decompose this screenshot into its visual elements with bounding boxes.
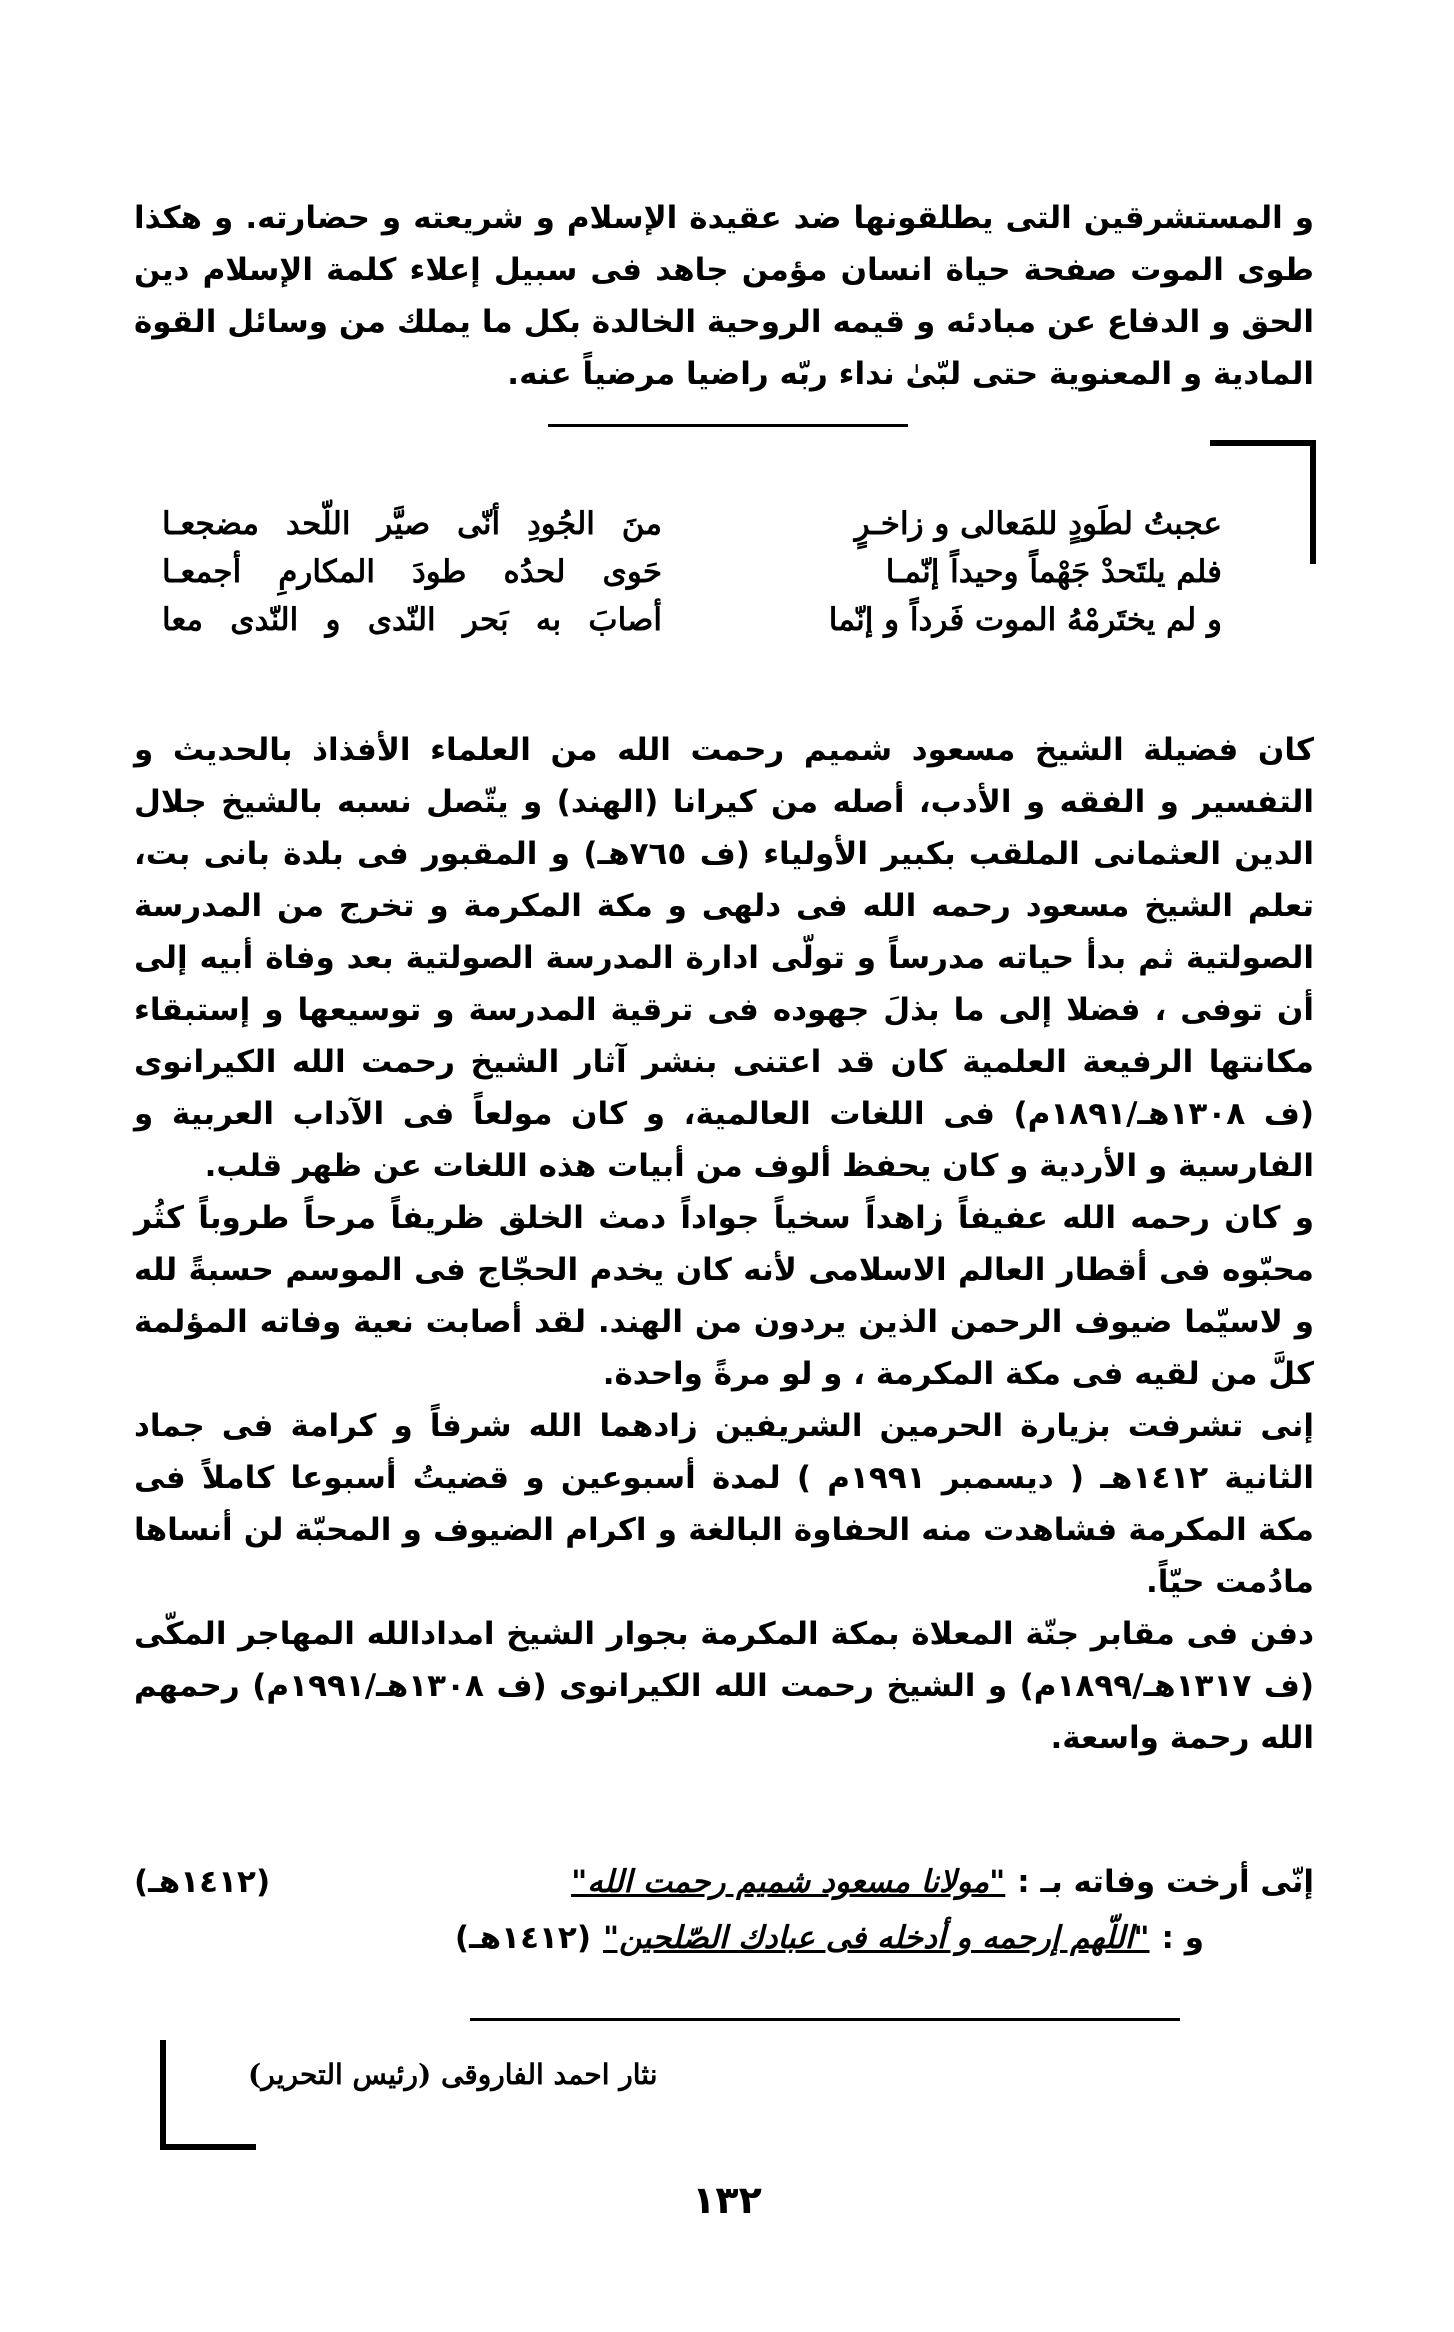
verse-first-hemistich: فلم يلتَحدْ جَهْماً وحيداً إنّمـا — [885, 554, 1222, 590]
verse-second-hemistich: منَ الجُودِ أنّى صيَّر اللّحد مضجعـا — [162, 506, 662, 542]
chronogram-block — [134, 1864, 1314, 1976]
chronogram-line — [134, 1920, 1314, 1976]
section-divider — [548, 424, 908, 427]
corner-bracket-bottom — [160, 2040, 256, 2150]
page-number: ١٣٢ — [692, 2178, 762, 2222]
chronogram-prefix: و : — [1161, 1920, 1204, 1956]
poem-verse — [162, 596, 1222, 644]
chronogram-year: (١٤١٢هـ) — [454, 1920, 592, 1956]
chronogram-underline — [470, 2018, 1180, 2021]
poem-verse — [162, 500, 1222, 548]
chronogram-phrase: "مولانا مسعود شميم رحمت الله" — [571, 1864, 1006, 1900]
biography-paragraph: كان فضيلة الشيخ مسعود شميم رحمت الله من العلماء الأفذاذ بالحديث و التفسير و الفقه و الأدب، أصله من كيرانا (الهند) و يتّصل نسبه بالشيخ جلال الدين العثمانى الملقب بكبير الأولياء (ف ٧٦٥هـ) و المقبور فى بلدة بانى بت، تعلم الشيخ مسعود رحمه الله فى دلهى و مكة المكرمة و تخرج من المدرسة الصولتية ثم بدأ حياته مدرساً و تولّى ادارة المدرسة الصولتية بعد وفاة أبيه إلى أن توفى ، فضلا إلى ما بذلَ جهوده فى ترقية المدرسة و توسيعها و إستبقاء مكانتها الرفيعة العلمية كان قد اعتنى بنشر آثار الشيخ رحمت الله الكيرانوى (ف ١٣٠٨هـ/١٨٩١م) فى اللغات العالمية، و كان مولعاً فى الآداب العربية و الفارسية و الأردية و كان يحفظ ألوف من أبيات هذه اللغات عن ظهر قلب. — [134, 732, 1314, 1184]
elegy-poem — [162, 500, 1222, 644]
verse-first-hemistich: و لم يختَرمْهُ الموت فَرداً و إنّما — [828, 602, 1222, 638]
verse-first-hemistich: عجبتُ لطَودٍ للمَعالى و زاخـرٍ — [854, 506, 1222, 542]
poem-verse — [162, 548, 1222, 596]
verse-second-hemistich: أصابَ به بَحر النّدى و النّدى معا — [162, 602, 662, 638]
verse-second-hemistich: حَوى لحدُه طودَ المكارمِ أجمعـا — [162, 554, 662, 590]
chronogram-line — [134, 1864, 1314, 1920]
biography-paragraph: إنى تشرفت بزيارة الحرمين الشريفين زادهما الله شرفاً و كرامة فى جماد الثانية ١٤١٢هـ ( ديسمبر ١٩٩١م ) لمدة أسبوعين و قضيتُ أسبوعا كاملاً فى مكة المكرمة فشاهدت منه الحفاوة البالغة و اكرام الضيوف و المحبّة لن أنساها مادُمت حيّاً. — [134, 1408, 1315, 1600]
biography-paragraph: و كان رحمه الله عفيفاً زاهداً سخياً جواداً دمث الخلق ظريفاً مرحاً طروباً كثُر محبّوه فى أقطار العالم الاسلامى لأنه كان يخدم الحجّاج فى الموسم حسبةً لله و لاسيّما ضيوف الرحمن الذين يردون من الهند. لقد أصابت نعية وفاته المؤلمة كلَّ من لقيه فى مكة المكرمة ، و لو مرةً واحدة. — [134, 1200, 1314, 1392]
biography-section — [134, 724, 1314, 1764]
corner-bracket-top — [1210, 440, 1316, 564]
biography-paragraph: دفن فى مقابر جنّة المعلاة بمكة المكرمة بجوار الشيخ امدادالله المهاجر المكّى (ف ١٣١٧هـ/١٨٩٩م) و الشيخ رحمت الله الكيرانوى (ف ١٣٠٨هـ/١٩٩١م) رحمهم الله رحمة واسعة. — [134, 1616, 1314, 1756]
chronogram-phrase: "اللّهم إرحمه و أدخله فى عبادك الصّلحين" — [603, 1920, 1150, 1956]
chronogram-year: (١٤١٢هـ) — [134, 1864, 271, 1900]
author-signature: نثار احمد الفاروقى (رئيس التحرير) — [248, 2058, 658, 2091]
intro-paragraph: و المستشرقين التى يطلقونها ضد عقيدة الإسلام و شريعته و حضارته. و هكذا طوى الموت صفحة حياة انسان مؤمن جاهد فى سبيل إعلاء كلمة الإسلام دين الحق و الدفاع عن مبادئه و قيمه الروحية الخالدة بكل ما يملك من وسائل القوة المادية و المعنوية حتى لبّىٰ نداء ربّه راضيا مرضياً عنه. — [134, 200, 1314, 392]
chronogram-prefix: إنّى أرخت وفاته بـ : — [1017, 1864, 1314, 1900]
